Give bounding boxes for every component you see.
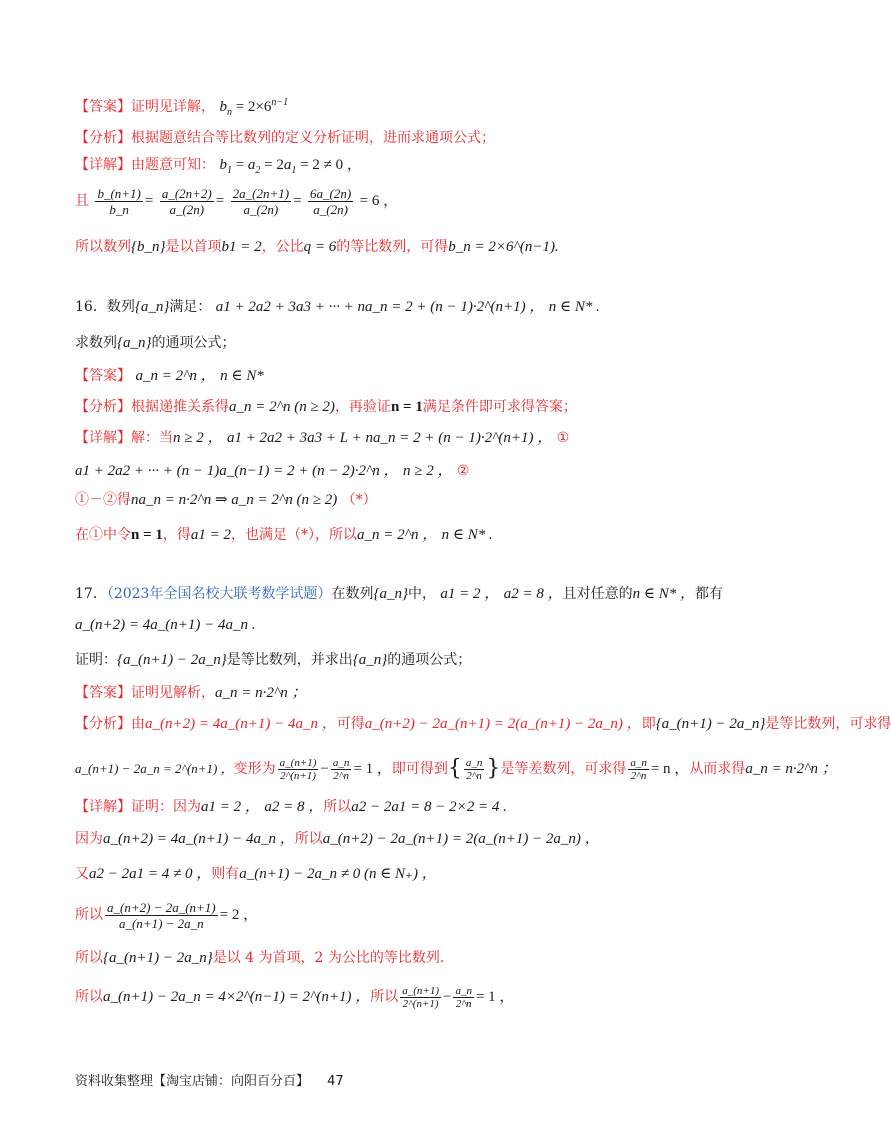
conclusion-line-15: 所以数列{b_n}是以首项b1 = 2，公比q = 6的等比数列，可得b_n = 2×6^(n−1). <box>75 239 559 255</box>
fraction-seq: $\frac{a\_n}{2\^{}n}$ <box>465 756 483 782</box>
analysis-tag: 【分析】 <box>75 716 131 732</box>
answer-text: 证明见详解， <box>131 99 215 115</box>
answer-tag: 【答案】 <box>75 368 131 384</box>
detail-line-17-3: 又a2 − 2a1 = 4 ≠ 0 ，则有a_(n+1) − 2a_n ≠ 0 (n ∈ N₊) ， <box>75 866 437 882</box>
and-text: 且 <box>75 193 89 209</box>
ratio-fraction-1: $\frac{b\_(n+1)}{b\_n}$ <box>97 185 141 217</box>
detail-tag: 【详解】 <box>75 430 131 446</box>
answer-tag: 【答案】 <box>75 99 131 115</box>
fraction-a-n1: $\frac{a\_(n+1)}{2\^{}(n+1)}$ <box>279 756 317 782</box>
detail-formula: $b_1 = a_2 = 2a_1 = 2 \ne 0$ ， <box>219 157 362 176</box>
problem-number: 17． <box>75 586 107 602</box>
detail-line-17: 【详解】证明：因为a1 = 2 ， a2 = 8 ，所以a2 − 2a1 = 8 − 2×2 = 4 . <box>75 799 507 815</box>
ratio-fraction-17: $\frac{a\_(n+2) - 2a\_(n+1)}{a\_(n+1) - 2a\_n}$ <box>107 899 216 931</box>
detail-line-17-2: 因为a_(n+2) = 4a_(n+1) − 4a_n ，所以a_(n+2) − 2a_(n+1) = 2(a_(n+1) − 2a_n) ， <box>75 831 600 847</box>
detail-line-17-4: 所以 $\frac{a\_(n+2) - 2a\_(n+1)}{a\_(n+1) - 2a\_n}$ = 2 ， <box>75 899 259 931</box>
answer-formula: $b_n = 2\times 6^{n-1}$ <box>219 97 289 118</box>
ratio-fraction-4: $\frac{6a\_(2n)}{a\_(2n)}$ <box>310 185 352 217</box>
equation-mark-2: ② <box>456 463 470 479</box>
page-footer <box>75 1070 344 1089</box>
ratio-result: = 6 ， <box>359 193 399 209</box>
detail-line-17-5: 所以{a_(n+1) − 2a_n}是以 4 为首项，2 为公比的等比数列. <box>75 950 445 966</box>
problem-16-question: 求数列{a_n}的通项公式； <box>75 335 236 351</box>
problem-17-stem: 17．（2023年全国名校大联考数学试题）在数列{a_n}中， a1 = 2 ， a2 = 8 ，且对任意的n ∈ N* ，都有 <box>75 586 723 602</box>
ratio-fraction-2: $\frac{a\_(2n+2)}{a\_(2n)}$ <box>161 185 212 217</box>
detail-tag: 【详解】 <box>75 799 131 815</box>
answer-line-15 <box>75 97 288 117</box>
analysis-text: 根据题意结合等比数列的定义分析证明，进而求通项公式； <box>131 130 495 146</box>
answer-tag: 【答案】 <box>75 685 131 701</box>
analysis-line-15 <box>75 128 495 148</box>
ratio-fraction-3: $\frac{2a\_(2n+1)}{a\_(2n)}$ <box>232 185 290 217</box>
subtraction-line: ①－②得na_n = n·2^n ⇒ a_n = 2^n (n ≥ 2) （*） <box>75 492 377 508</box>
footer-text: 资料收集整理【淘宝店铺：向阳百分百】 <box>75 1074 310 1089</box>
seq-b: {b_n} <box>131 239 166 255</box>
answer-line-16: 【答案】 a_n = 2^n ， n ∈ N* <box>75 368 264 384</box>
detail-tag: 【详解】 <box>75 157 131 173</box>
final-line-16: 在①中令n = 1，得a1 = 2，也满足（*），所以a_n = 2^n ， n ∈ N* . <box>75 527 493 543</box>
equation-2-line: a1 + 2a2 + ··· + (n − 1)a_(n−1) = 2 + (n − 2)·2^n ， n ≥ 2 ， ② <box>75 463 470 479</box>
fraction-a-n: $\frac{a\_n}{2\^{}n}$ <box>332 756 350 782</box>
problem-17-recurrence: a_(n+2) = 4a_(n+1) − 4a_n . <box>75 617 256 633</box>
detail-text: 由题意可知： <box>131 157 215 173</box>
ratio-line-15: 且 $\frac{b\_(n+1)}{b\_n}$ = $\frac{a\_(2n+2)}{a\_(2n)}$ = $\frac{2a\_(2n+1)}{a\_(2n)}$ = $\frac{6a\_(2n)}{a\_(2n)}$ = 6 ， <box>75 185 399 217</box>
analysis-tag: 【分析】 <box>75 399 131 415</box>
detail-line-17-6: 所以a_(n+1) − 2a_n = 4×2^(n−1) = 2^(n+1) ，所以 $\frac{a\_(n+1)}{2\^{}(n+1)}$ − $\frac{a\_n}{2\^{}n}$ = 1 ， <box>75 984 515 1010</box>
fraction-a-n1-b: $\frac{a\_(n+1)}{2\^{}(n+1)}$ <box>402 984 439 1010</box>
analysis-line-17: 【分析】由a_(n+2) = 4a_(n+1) − 4a_n ，可得a_(n+2) − 2a_(n+1) = 2(a_(n+1) − 2a_n) ，即{a_(n+1) − 2a_n}是等比数列，可求得 <box>75 716 891 732</box>
problem-16-stem: 16．数列{a_n}满足： a1 + 2a2 + 3a3 + ··· + na_n = 2 + (n − 1)·2^(n+1) ， n ∈ N* . <box>75 299 600 315</box>
fraction-a-n-c: $\frac{a\_n}{2\^{}n}$ <box>455 984 472 1010</box>
problem-number: 16． <box>75 299 107 315</box>
analysis-line-16: 【分析】根据递推关系得a_n = 2^n (n ≥ 2)，再验证n = 1满足条件即可求得答案； <box>75 399 577 415</box>
answer-line-17: 【答案】证明见解析，a_n = n·2^n ； <box>75 685 307 701</box>
analysis-tag: 【分析】 <box>75 130 131 146</box>
detail-line-15 <box>75 155 362 175</box>
detail-line-16: 【详解】解：当n ≥ 2 ， a1 + 2a2 + 3a3 + L + na_n = 2 + (n − 1)·2^(n+1) ， ① <box>75 430 570 446</box>
page-number: 47 <box>327 1074 344 1089</box>
problem-17-prove: 证明：{a_(n+1) − 2a_n}是等比数列，并求出{a_n}的通项公式； <box>75 652 472 668</box>
equation-mark-1: ① <box>556 430 570 446</box>
fraction-a-n-b: $\frac{a\_n}{2\^{}n}$ <box>630 756 647 782</box>
problem-source: （2023年全国名校大联考数学试题） <box>106 586 332 602</box>
analysis-line-17b: a_(n+1) − 2a_n = 2^(n+1) ，变形为 $\frac{a\_(n+1)}{2\^{}(n+1)}$ − $\frac{a\_n}{2\^{}n}$ = 1 ，即可得到{ $\frac{a\_n}{2\^{}n}$ }是等差数列，可求得 $\frac{a\_n}{2\^{}n}$ = n ，从而求得a_n = n·2^n ； <box>75 756 837 782</box>
